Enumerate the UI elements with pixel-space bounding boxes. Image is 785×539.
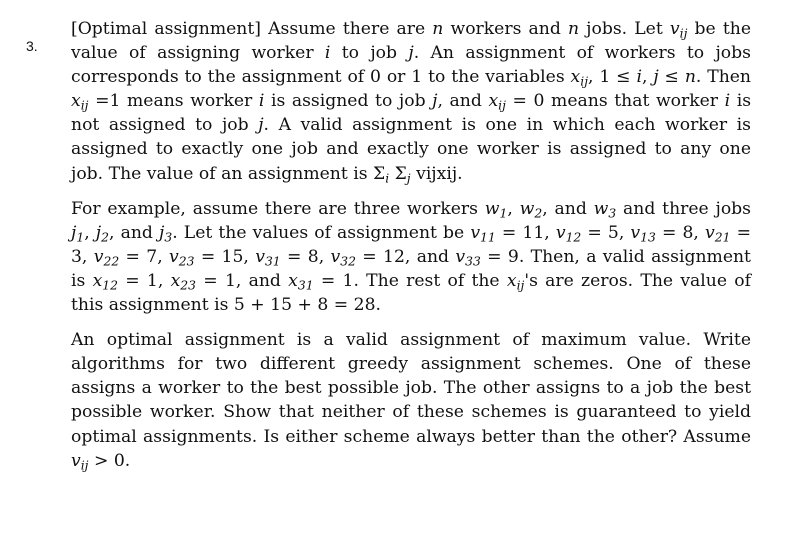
problem-text [71,17,751,473]
item-number: 3. [26,38,38,54]
paragraph-example: For example, assume there are three workers $w_1$, $w_2$, and $w_3$ and three jobs $j_1$, $j_2$, and $j_3$. Let the values of assignment be $v_{11} = 11$, $v_{12} = 5$, $v_{13} = 8$, $v_{21} = 3$, $v_{22} = 7$, $v_{23} = 15$, $v_{31} = 8$, $v_{32} = 12$, and $v_{33} = 9$. Then, a valid assignment is $x_{12} = 1$, $x_{23} = 1$, and $x_{31} = 1$. The rest of the $x_{ij}'s$ are zeros. The value of this assignment is 5 + 15 + 8 = 28. [71,198,752,316]
paragraph-task: An optimal assignment is a valid assignment of maximum value. Write algorithms for two different greedy assignment schemes. One of these assigns a worker to the best possible job. The other assigns to a job the best possible worker. Show that neither of these schemes is guaranteed to yield optimal assignments. Is either scheme always better than the other? Assume $v_{ij} > 0$. [71,330,751,473]
paragraph-definition: [Optimal assignment] Assume there are n workers and n jobs. Let $v_{ij}$ be the value of assigning worker i to job j. An assignment of workers to jobs corresponds to the assignment of 0 or 1 to the variables $x_{ij}$, 1 ≤ i, j ≤ n. Then $x_{ij} =1$ means worker i is assigned to job j, and $x_{ij} = 0$ means that worker i is not assigned to job j. A valid assignment is one in which each worker is assigned to exactly one job and exactly one worker is assigned to any one job. The value of an assignment is $\Sigma_i$ $\Sigma_j$ vijxij. [71,19,752,186]
